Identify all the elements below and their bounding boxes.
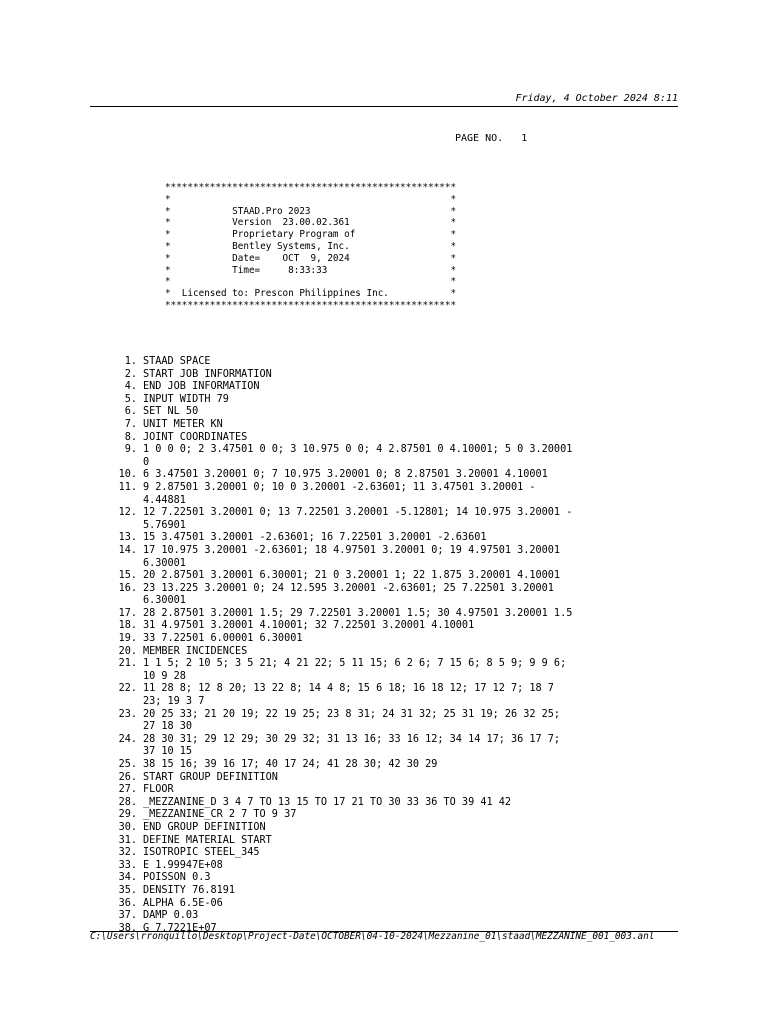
line-command: 28 2.87501 3.20001 1.5; 29 7.22501 3.20001 1.5; 30 4.97501 3.20001 1.5 — [143, 607, 573, 619]
listing-line — [108, 532, 593, 545]
line-command: UNIT METER KN — [143, 418, 223, 430]
line-command: 1 0 0 0; 2 3.47501 0 0; 3 10.975 0 0; 4 2.87501 0 4.10001; 5 0 3.20001 0 — [143, 444, 573, 468]
line-command: 31 4.97501 3.20001 4.10001; 32 7.22501 3.20001 4.10001 — [143, 620, 475, 632]
listing-line — [108, 369, 593, 382]
banner-line: * STAAD.Pro 2023 * — [165, 205, 457, 217]
footer-file-path: C:\Users\rronquillo\Desktop\Project-Date\OCTOBER\04-10-2024\Mezzanine_01\staad\MEZZANINE_001_003.anl — [90, 931, 655, 942]
listing-line — [108, 772, 593, 785]
line-command: 23 13.225 3.20001 0; 24 12.595 3.20001 -2.63601; 25 7.22501 3.20001 6.30001 — [143, 582, 554, 607]
listing-line — [108, 847, 593, 860]
line-number: 16. — [118, 582, 137, 594]
staad-banner — [165, 182, 456, 312]
line-command: 28 30 31; 29 12 29; 30 29 32; 31 13 16; 33 16 12; 34 14 17; 36 17 7; 37 10 15 — [143, 733, 561, 758]
line-number: 8. — [124, 431, 137, 443]
listing-line — [108, 822, 593, 835]
line-number: 21. — [118, 658, 137, 670]
listing-line — [108, 507, 593, 532]
line-number: 33. — [118, 859, 137, 871]
line-number: 5. — [124, 393, 137, 405]
listing-line — [108, 356, 593, 369]
header-date: Friday, 4 October 2024 8:11 — [515, 93, 678, 104]
listing-line — [108, 570, 593, 583]
listing-line — [108, 709, 593, 734]
listing-line — [108, 809, 593, 822]
line-number: 26. — [118, 771, 137, 783]
listing-line — [108, 608, 593, 621]
line-number: 31. — [118, 834, 137, 846]
line-command: INPUT WIDTH 79 — [143, 393, 229, 405]
banner-line: * Bentley Systems, Inc. * — [165, 240, 457, 252]
line-number: 13. — [118, 532, 137, 544]
banner-line: * Date= OCT 9, 2024 * — [165, 252, 457, 264]
banner-line: * Time= 8:33:33 * — [165, 264, 457, 276]
line-number: 27. — [118, 784, 137, 796]
banner-line: **************************************************** — [165, 182, 457, 193]
line-number: 1. — [124, 356, 137, 367]
listing-line — [108, 406, 593, 419]
listing-line — [108, 444, 593, 469]
listing-line — [108, 394, 593, 407]
line-number: 24. — [118, 733, 137, 745]
listing-line — [108, 646, 593, 659]
line-number: 36. — [118, 897, 137, 909]
line-number: 10. — [118, 469, 137, 481]
line-command: 11 28 8; 12 8 20; 13 22 8; 14 4 8; 15 6 18; 16 18 12; 17 12 7; 18 7 23; 19 3 7 — [143, 683, 554, 708]
listing-line — [108, 381, 593, 394]
page-number: PAGE NO. 1 — [455, 133, 528, 144]
line-number: 14. — [118, 544, 137, 556]
line-command: MEMBER INCIDENCES — [143, 645, 248, 657]
line-command: ISOTROPIC STEEL_345 — [143, 847, 260, 859]
listing-line — [108, 469, 593, 482]
line-command: SET NL 50 — [143, 406, 199, 418]
listing-line — [108, 734, 593, 759]
banner-line: **************************************************** — [165, 299, 457, 311]
listing-line — [108, 419, 593, 432]
line-number: 6. — [124, 406, 137, 418]
listing-line — [108, 872, 593, 885]
line-number: 11. — [118, 481, 137, 493]
line-number: 2. — [124, 368, 137, 380]
line-number: 30. — [118, 821, 137, 833]
listing-line — [108, 885, 593, 898]
line-command: POISSON 0.3 — [143, 872, 211, 884]
line-number: 29. — [118, 809, 137, 821]
line-command: DAMP 0.03 — [143, 910, 199, 922]
listing-line — [108, 683, 593, 708]
listing-line — [108, 620, 593, 633]
line-number: 15. — [118, 570, 137, 582]
listing-line — [108, 583, 593, 608]
listing-line — [108, 482, 593, 507]
line-command: _MEZZANINE_CR 2 7 TO 9 37 — [143, 809, 297, 821]
banner-line: * * — [165, 276, 457, 288]
line-command: 33 7.22501 6.00001 6.30001 — [143, 633, 303, 645]
line-command: DENSITY 76.8191 — [143, 884, 236, 896]
input-listing — [108, 356, 593, 935]
listing-line — [108, 658, 593, 683]
banner-line: * Licensed to: Prescon Philippines Inc. * — [165, 288, 457, 300]
line-number: 38. — [118, 922, 137, 934]
line-command: 38 15 16; 39 16 17; 40 17 24; 41 28 30; 42 30 29 — [143, 759, 438, 770]
line-number: 12. — [118, 507, 137, 519]
line-command: FLOOR — [143, 784, 174, 796]
line-command: DEFINE MATERIAL START — [143, 834, 272, 846]
line-number: 34. — [118, 872, 137, 884]
listing-line — [108, 633, 593, 646]
line-number: 25. — [118, 759, 137, 770]
line-number: 32. — [118, 847, 137, 859]
line-number: 18. — [118, 620, 137, 632]
banner-line: * Proprietary Program of * — [165, 229, 457, 241]
line-number: 28. — [118, 796, 137, 808]
listing-line — [108, 910, 593, 923]
line-command: END JOB INFORMATION — [143, 381, 260, 393]
listing-line — [108, 759, 593, 772]
listing-line — [108, 835, 593, 848]
banner-line: * Version 23.00.02.361 * — [165, 217, 457, 229]
line-command: START JOB INFORMATION — [143, 368, 272, 380]
listing-line — [108, 784, 593, 797]
line-command: G 7.7221E+07 — [143, 922, 217, 934]
line-command: START GROUP DEFINITION — [143, 771, 278, 783]
line-command: 20 25 33; 21 20 19; 22 19 25; 23 8 31; 24 31 32; 25 31 19; 26 32 25; 27 18 30 — [143, 708, 561, 733]
line-number: 17. — [118, 607, 137, 619]
line-command: JOINT COORDINATES — [143, 431, 248, 443]
line-command: STAAD SPACE — [143, 356, 211, 367]
line-command: _MEZZANINE_D 3 4 7 TO 13 15 TO 17 21 TO 30 33 36 TO 39 41 42 — [143, 796, 512, 808]
line-number: 19. — [118, 633, 137, 645]
header-rule — [90, 106, 678, 107]
listing-line — [108, 797, 593, 810]
line-command: ALPHA 6.5E-06 — [143, 897, 223, 909]
line-number: 37. — [118, 910, 137, 922]
line-command: 1 1 5; 2 10 5; 3 5 21; 4 21 22; 5 11 15; 6 2 6; 7 15 6; 8 5 9; 9 9 6; 10 9 28 — [143, 658, 567, 682]
line-number: 9. — [124, 444, 137, 456]
listing-line — [108, 898, 593, 911]
line-number: 23. — [118, 708, 137, 720]
line-number: 35. — [118, 884, 137, 896]
line-number: 4. — [124, 381, 137, 393]
line-command: 6 3.47501 3.20001 0; 7 10.975 3.20001 0; 8 2.87501 3.20001 4.10001 — [143, 469, 548, 481]
line-number: 22. — [118, 683, 137, 695]
line-command: E 1.99947E+08 — [143, 859, 223, 871]
line-number: 7. — [124, 418, 137, 430]
line-number: 20. — [118, 645, 137, 657]
line-command: 15 3.47501 3.20001 -2.63601; 16 7.22501 3.20001 -2.63601 — [143, 532, 487, 544]
listing-line — [108, 432, 593, 445]
listing-line — [108, 860, 593, 873]
line-command: 12 7.22501 3.20001 0; 13 7.22501 3.20001 -5.12801; 14 10.975 3.20001 - 5.76901 — [143, 507, 573, 531]
listing-line — [108, 545, 593, 570]
banner-line: * * — [165, 193, 457, 205]
line-command: 17 10.975 3.20001 -2.63601; 18 4.97501 3.20001 0; 19 4.97501 3.20001 6.30001 — [143, 544, 561, 569]
line-command: 20 2.87501 3.20001 6.30001; 21 0 3.20001 1; 22 1.875 3.20001 4.10001 — [143, 570, 561, 582]
line-command: END GROUP DEFINITION — [143, 821, 266, 833]
line-command: 9 2.87501 3.20001 0; 10 0 3.20001 -2.63601; 11 3.47501 3.20001 - 4.44881 — [143, 481, 536, 506]
